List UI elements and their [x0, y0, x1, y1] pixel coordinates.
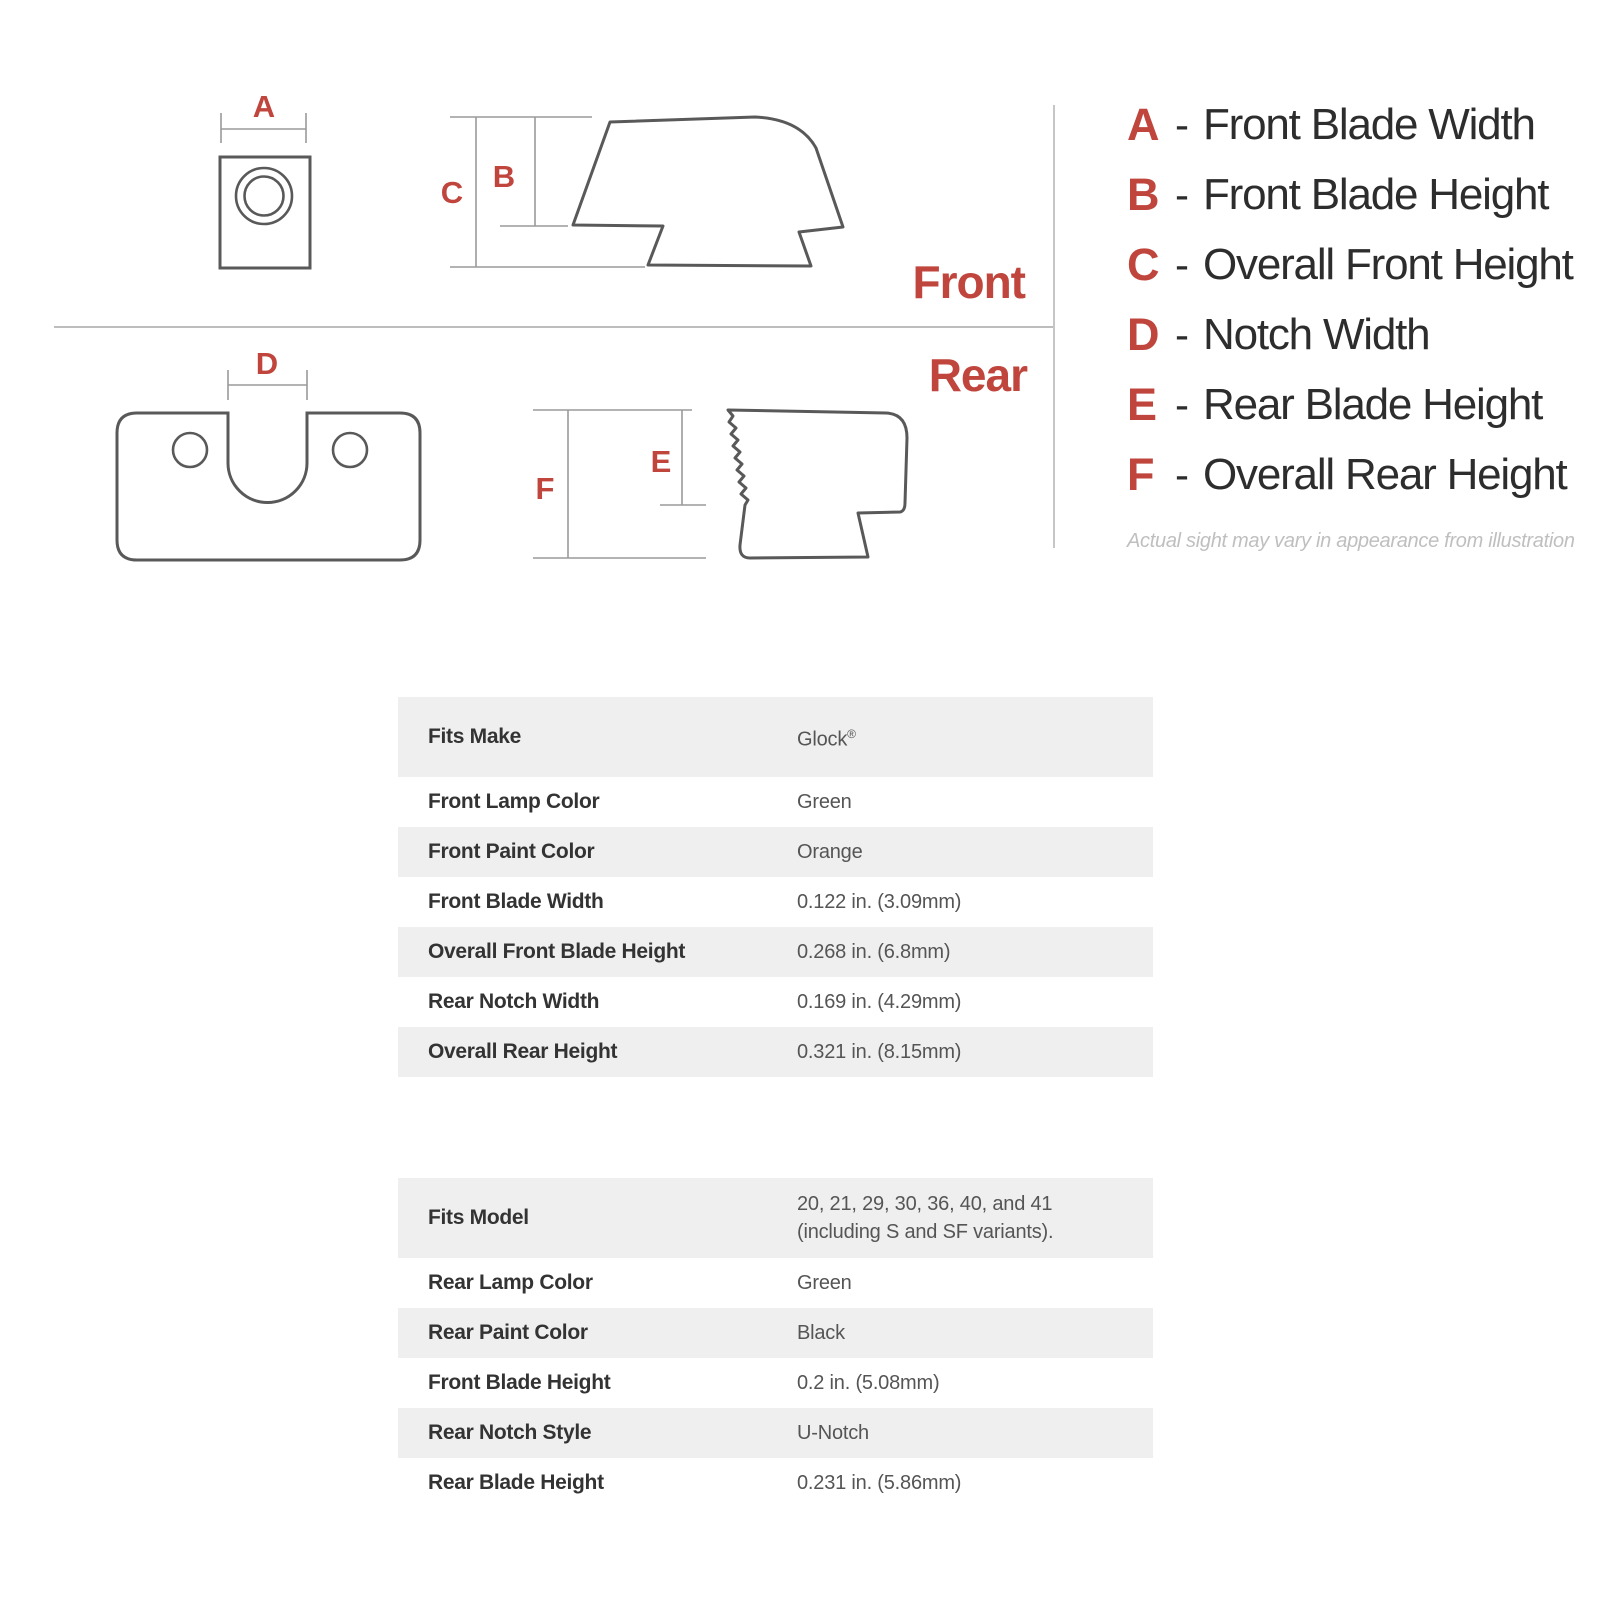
dim-label-b: B	[492, 159, 516, 194]
spec-value: Black	[797, 1322, 845, 1344]
dim-label-f: F	[535, 471, 555, 506]
spec-label: Rear Notch Width	[428, 990, 600, 1013]
table-row	[398, 1258, 1153, 1308]
dim-c	[450, 117, 645, 267]
table-row	[398, 777, 1153, 827]
section-divider-horizontal	[54, 326, 1054, 328]
spec-label: Front Blade Height	[428, 1371, 611, 1394]
legend-letter: C	[1127, 239, 1159, 290]
spec-label: Fits Make	[428, 725, 521, 748]
legend-label: Rear Blade Height	[1203, 380, 1543, 429]
front-sight-side-profile	[573, 117, 843, 266]
table-row	[398, 927, 1153, 977]
front-lamp-inner-ring	[245, 177, 284, 216]
dim-label-e: E	[650, 444, 672, 479]
front-sight-front-view	[220, 157, 310, 268]
table-row	[398, 1027, 1153, 1077]
legend-dash: -	[1175, 381, 1189, 428]
front-view-label: Front	[912, 256, 1025, 308]
spec-value	[797, 720, 1137, 754]
legend-item-d	[1127, 300, 1573, 370]
section-divider-vertical	[1053, 105, 1055, 548]
spec-value: Green	[797, 791, 852, 813]
spec-value: 0.2 in. (5.08mm)	[797, 1372, 940, 1394]
dim-label-c: C	[440, 175, 464, 210]
spec-value-text: Glock	[797, 728, 848, 751]
rear-lamp-right	[333, 433, 367, 467]
legend-label: Overall Rear Height	[1203, 450, 1567, 499]
table-row	[398, 697, 1153, 777]
rear-sight-side-profile	[728, 410, 907, 558]
legend-item-f	[1127, 440, 1573, 510]
front-sight-body	[220, 157, 310, 268]
table-row	[398, 1178, 1153, 1258]
spec-label: Rear Blade Height	[428, 1471, 604, 1494]
spec-label: Overall Front Blade Height	[428, 940, 686, 963]
table-row	[398, 1308, 1153, 1358]
legend-item-c	[1127, 230, 1573, 300]
spec-value: 0.268 in. (6.8mm)	[797, 941, 951, 963]
sight-dimension-diagram	[0, 0, 1100, 620]
table-row	[398, 1458, 1153, 1508]
legend-item-e	[1127, 370, 1573, 440]
dim-f	[533, 410, 706, 558]
rear-view-label: Rear	[928, 349, 1027, 401]
table-row	[398, 877, 1153, 927]
legend-label: Notch Width	[1203, 310, 1430, 359]
spec-label: Rear Lamp Color	[428, 1271, 593, 1294]
legend-letter: E	[1127, 379, 1157, 430]
legend-letter: A	[1127, 99, 1159, 150]
spec-value: 20, 21, 29, 30, 36, 40, and 41 (including S and SF variants).	[797, 1193, 1054, 1243]
table-row	[398, 827, 1153, 877]
spec-value: 0.122 in. (3.09mm)	[797, 891, 962, 913]
dim-label-d: D	[255, 346, 279, 381]
legend-label: Overall Front Height	[1203, 240, 1573, 289]
spec-table-rear	[398, 1178, 1153, 1508]
spec-label: Front Lamp Color	[428, 790, 600, 813]
legend-dash: -	[1175, 171, 1189, 218]
legend-item-b	[1127, 160, 1573, 230]
spec-value: U-Notch	[797, 1422, 869, 1444]
legend-dash: -	[1175, 101, 1189, 148]
legend-dash: -	[1175, 241, 1189, 288]
dimension-legend	[1127, 90, 1573, 510]
illustration-disclaimer: Actual sight may vary in appearance from illustration	[1127, 530, 1575, 552]
spec-value: Orange	[797, 841, 863, 863]
spec-label: Front Paint Color	[428, 840, 595, 863]
spec-value: 0.321 in. (8.15mm)	[797, 1041, 962, 1063]
spec-label: Rear Paint Color	[428, 1321, 588, 1344]
legend-letter: D	[1127, 309, 1159, 360]
rear-sight-front-view	[117, 413, 420, 560]
spec-label: Rear Notch Style	[428, 1421, 592, 1444]
legend-label: Front Blade Height	[1203, 170, 1549, 219]
legend-item-a	[1127, 90, 1573, 160]
table-row	[398, 1358, 1153, 1408]
spec-value: 0.231 in. (5.86mm)	[797, 1472, 962, 1494]
spec-label: Front Blade Width	[428, 890, 604, 913]
spec-label: Overall Rear Height	[428, 1040, 618, 1063]
registered-mark: ®	[847, 727, 856, 742]
table-row	[398, 1408, 1153, 1458]
spec-value: 0.169 in. (4.29mm)	[797, 991, 962, 1013]
spec-label: Fits Model	[428, 1206, 529, 1229]
legend-letter: F	[1127, 449, 1154, 500]
legend-label: Front Blade Width	[1203, 100, 1535, 149]
legend-dash: -	[1175, 451, 1189, 498]
spec-value: Green	[797, 1272, 852, 1294]
spec-table-front	[398, 697, 1153, 1077]
legend-dash: -	[1175, 311, 1189, 358]
rear-lamp-left	[173, 433, 207, 467]
dim-label-a: A	[252, 89, 276, 124]
table-row	[398, 977, 1153, 1027]
legend-letter: B	[1127, 169, 1159, 220]
